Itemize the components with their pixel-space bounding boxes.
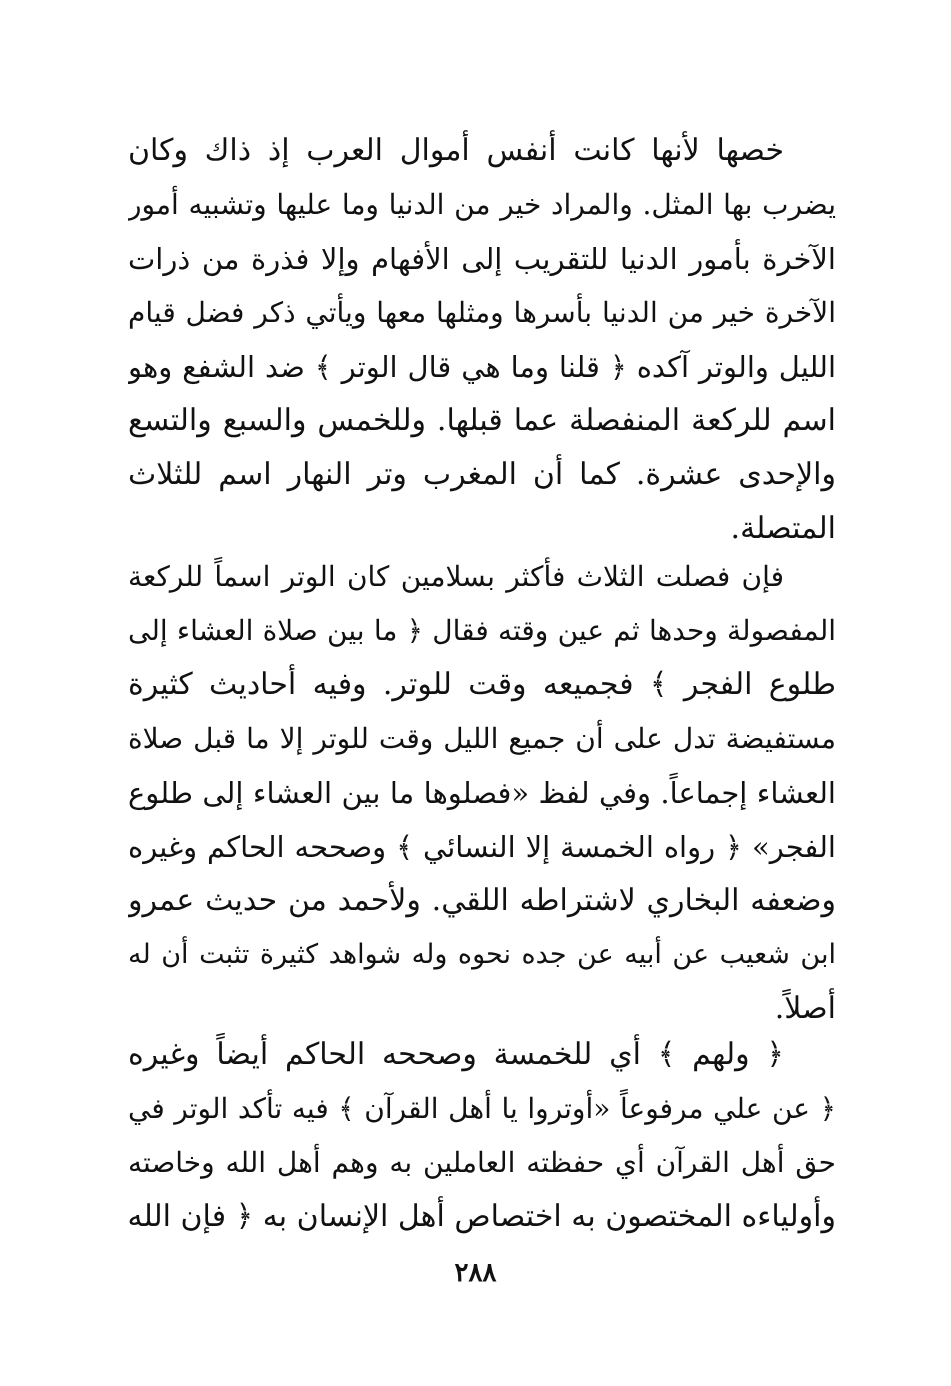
paragraph-3 (128, 1028, 836, 1244)
text-line: وضعفه البخاري لاشتراطه اللقي. ولأحمد من حديث عمرو (128, 883, 836, 918)
text-line: والإحدى عشرة. كما أن المغرب وتر النهار اسم للثلاث (128, 457, 836, 492)
text-line: الآخرة خير من الدنيا بأسرها ومثلها معها ويأتي ذكر فضل قيام (128, 296, 836, 329)
text-line: طلوع الفجر ﴾ فجميعه وقت للوتر. وفيه أحاديث كثيرة (128, 667, 836, 702)
text-line: الفجر» ﴿ رواه الخمسة إلا النسائي ﴾ وصححه الحاكم وغيره (128, 830, 836, 864)
text-line: العشاء إجماعاً. وفي لفظ «فصلوها ما بين العشاء إلى طلوع (128, 776, 836, 810)
text-line: اسم للركعة المنفصلة عما قبلها. وللخمس والسبع والتسع (128, 403, 836, 438)
text-line: حق أهل القرآن أي حفظته العاملين به وهم أهل الله وخاصته (128, 1146, 836, 1179)
text-line: المتصلة. (730, 511, 836, 546)
text-line: خصها لأنها كانت أنفس أموال العرب إذ ذاك وكان (128, 133, 784, 168)
text-line: المفصولة وحدها ثم عين وقته فقال ﴿ ما بين صلاة العشاء إلى (128, 614, 836, 647)
text-line: وأولياءه المختصون به اختصاص أهل الإنسان به ﴿ فإن الله (128, 1199, 836, 1234)
text-line: ابن شعيب عن أبيه عن جده نحوه وله شواهد كثيرة تثبت أن له (128, 939, 836, 970)
paragraph-2 (128, 550, 836, 1036)
text-line: الليل والوتر آكده ﴿ قلنا وما هي قال الوتر ﴾ ضد الشفع وهو (128, 350, 836, 384)
text-line: فإن فصلت الثلاث فأكثر بسلامين كان الوتر اسماً للركعة (128, 560, 784, 593)
text-line: أصلاً. (774, 991, 836, 1026)
text-line: يضرب بها المثل. والمراد خير من الدنيا وما عليها وتشبيه أمور (128, 188, 836, 221)
text-line: ﴿ ولهم ﴾ أي للخمسة وصححه الحاكم أيضاً وغيره (128, 1037, 784, 1072)
page-number: ٢٨٨ (454, 1258, 497, 1288)
text-line: مستفيضة تدل على أن جميع الليل وقت للوتر إلا ما قبل صلاة (128, 722, 836, 755)
text-line: ﴿ عن علي مرفوعاً «أوتروا يا أهل القرآن ﴾ فيه تأكد الوتر في (128, 1092, 836, 1125)
text-line: الآخرة بأمور الدنيا للتقريب إلى الأفهام وإلا فذرة من ذرات (128, 242, 836, 276)
paragraph-1 (128, 124, 836, 556)
